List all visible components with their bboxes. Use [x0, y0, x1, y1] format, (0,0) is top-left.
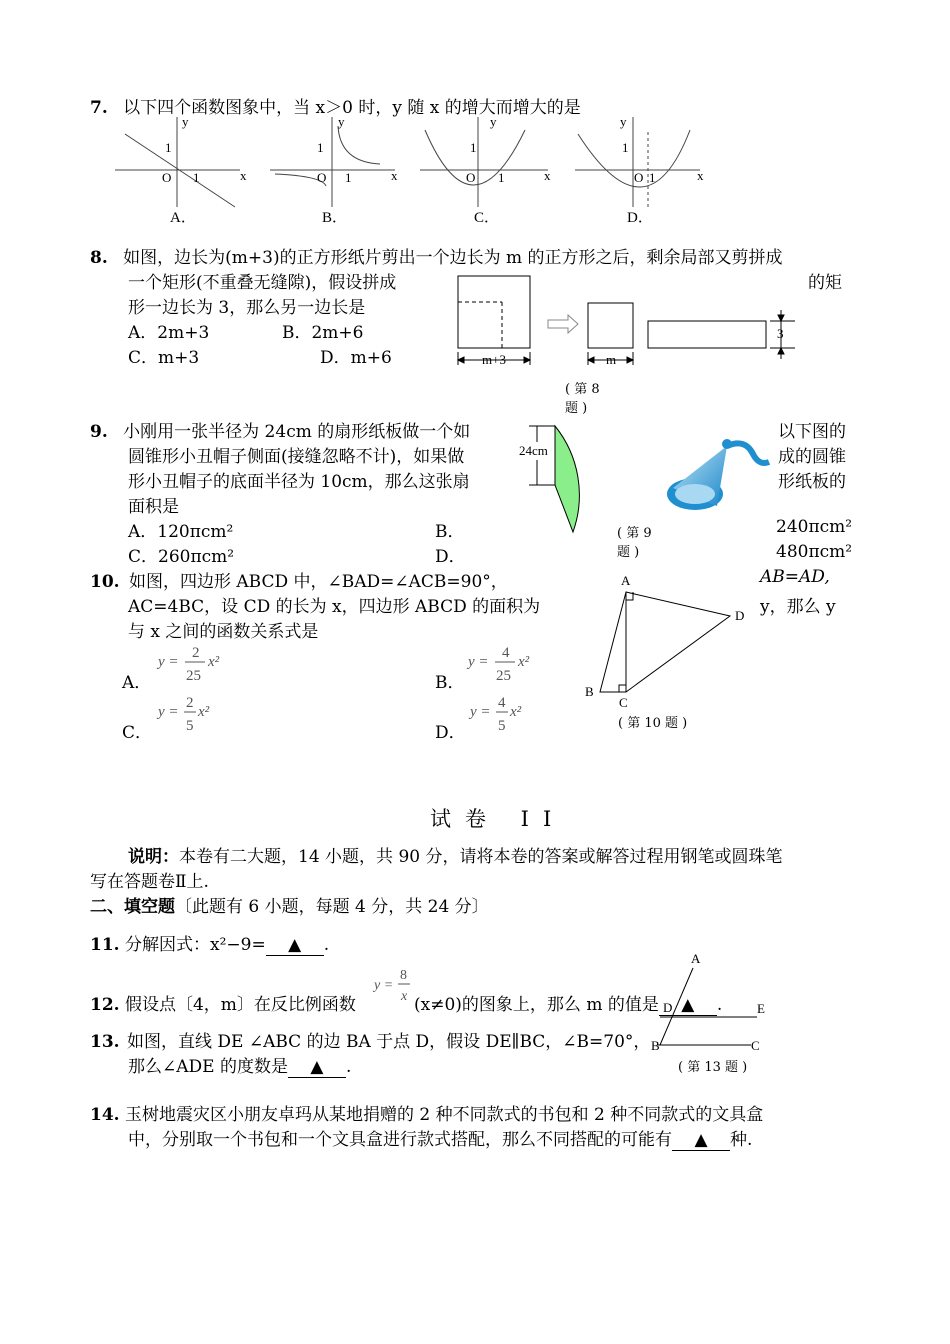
q7-graphs — [100, 112, 720, 232]
q8-line1 — [90, 243, 783, 268]
small-square — [588, 303, 633, 348]
q8-figure — [450, 270, 800, 375]
question-number: 10. — [90, 572, 120, 592]
graph-c — [420, 117, 548, 207]
q13-line1 — [90, 1027, 650, 1052]
q10-option-a[interactable]: A． — [122, 673, 152, 693]
q8-option-c[interactable]: C．m+3 — [128, 348, 200, 368]
q10-line3: 与 x 之间的函数关系式是 — [128, 622, 319, 642]
period: . — [716, 995, 723, 1015]
part2-note-line1 — [128, 842, 782, 867]
q13-line2 — [128, 1052, 351, 1078]
question-text: (x≠0)的图象上，那么 m 的值是 — [414, 995, 659, 1015]
label-origin: O — [466, 170, 476, 185]
q8-line3: 形一边长为 3，那么另一边长是 — [128, 298, 366, 318]
label-one: 1 — [498, 170, 505, 185]
label-one: 1 — [470, 140, 477, 155]
formula-num: 4 — [502, 645, 510, 661]
label-origin: O — [162, 170, 172, 185]
formula-x: x² — [208, 654, 220, 670]
label-y: y — [338, 114, 345, 129]
formula-c — [150, 690, 230, 734]
q10-line2: AC=4BC，设 CD 的长为 x，四边形 ABCD 的面积为 — [128, 597, 541, 617]
q14-line1 — [90, 1100, 763, 1125]
question-text: 如图，直线 DE ∠ABC 的边 BA 于点 D，假设 DE∥BC，∠B=70°， — [126, 1032, 651, 1052]
label-one: 1 — [622, 140, 629, 155]
point-a: A — [621, 573, 631, 588]
formula-num: 2 — [192, 645, 200, 661]
option-b[interactable]: B． — [322, 210, 348, 226]
formula-den: 25 — [496, 668, 511, 684]
formula-num: 4 — [498, 695, 506, 711]
formula-x: x² — [518, 654, 530, 670]
option-a[interactable]: A． — [170, 210, 196, 226]
q8-line2-tail: 的矩 — [808, 273, 842, 293]
label-y: y — [182, 114, 189, 129]
q8-caption-1: ( 第 8 — [565, 382, 600, 397]
label-y: y — [490, 114, 497, 129]
graph-a — [115, 117, 240, 207]
q10-line1 — [90, 567, 508, 592]
q9-option-a[interactable]: A．120πcm² — [128, 522, 234, 542]
q9-option-d[interactable]: D． — [435, 547, 466, 567]
q8-option-d[interactable]: D．m+6 — [320, 348, 392, 368]
formula-y: y = — [158, 704, 179, 720]
option-d[interactable]: D． — [627, 210, 653, 226]
question-text: 中，分别取一个书包和一个文具盒进行款式搭配，那么不同搭配的可能有 — [128, 1130, 672, 1150]
note-text: 本卷有二大题，14 小题，共 90 分，请将本卷的答案或解答过程用钢笔或圆珠笔 — [179, 847, 783, 867]
q8-line2: 一个矩形(不重叠无缝隙)，假设拼成 — [128, 273, 397, 293]
answer-blank[interactable]: ▲ — [672, 1130, 730, 1151]
arrow-icon — [548, 315, 578, 333]
point-a: A — [691, 951, 701, 966]
fraction-y: y = — [374, 978, 394, 993]
q13-caption: ( 第 13 题 ) — [678, 1060, 748, 1075]
question-text: 分解因式：x²−9= — [124, 935, 266, 955]
answer-blank[interactable]: ▲ — [288, 1057, 346, 1078]
formula-num: 2 — [186, 695, 194, 711]
label-y: y — [620, 114, 627, 129]
question-text: 玉树地震灾区小朋友卓玛从某地捐赠的 2 种不同款式的书包和 2 种不同款式的文具盒 — [124, 1105, 764, 1125]
point-b: B — [585, 684, 594, 699]
question-number: 8. — [90, 248, 108, 268]
label-x: x — [391, 168, 398, 183]
formula-den: 5 — [498, 718, 506, 734]
point-b: B — [651, 1038, 660, 1050]
part2-note-line2: 写在答题卷Ⅱ上. — [90, 872, 209, 892]
graph-b — [270, 117, 395, 207]
q8-caption-2: 题 ) — [565, 401, 588, 416]
label-origin: O — [634, 170, 644, 185]
label-one: 1 — [345, 170, 352, 185]
formula-a — [150, 640, 230, 684]
question-text: 如图，边长为(m+3)的正方形纸片剪出一个边长为 m 的正方形之后，剩余局部又剪拼成 — [123, 248, 783, 268]
section-note: 〔此题有 6 小题，每题 4 分，共 24 分〕 — [175, 897, 489, 917]
sector — [555, 426, 579, 532]
formula-den: 5 — [186, 718, 194, 734]
q10-line1-tail: AB=AD, — [760, 567, 830, 587]
fraction-num: 8 — [400, 968, 407, 983]
label-radius: 24cm — [519, 443, 548, 458]
q10-option-c[interactable]: C． — [122, 723, 153, 743]
q12 — [90, 990, 356, 1015]
option-c[interactable]: C． — [474, 210, 500, 226]
q9-cone-hat-image — [665, 436, 775, 516]
q9-caption-1: ( 第 9 — [617, 526, 652, 541]
section-title: 二、填空题 — [90, 897, 175, 917]
point-e: E — [757, 1001, 765, 1016]
answer-blank[interactable]: ▲ — [266, 935, 324, 956]
question-number: 12. — [90, 995, 120, 1015]
fraction-den: x — [401, 989, 408, 1004]
label-x: x — [697, 168, 704, 183]
q13-figure — [645, 950, 770, 1050]
section-heading — [90, 892, 489, 917]
question-number: 11. — [90, 935, 120, 955]
q11 — [90, 930, 329, 956]
question-text: 以下四个函数图象中，当 x＞0 时，y 随 x 的增大而增大的是 — [123, 98, 581, 118]
q10-line2-tail: y，那么 y — [760, 597, 836, 617]
question-number: 13. — [90, 1032, 120, 1052]
point-c: C — [751, 1038, 760, 1050]
label-origin: O — [317, 170, 327, 185]
q9-line1-tail: 以下图的 — [778, 422, 846, 442]
period: . — [345, 1057, 352, 1077]
period: . — [323, 935, 330, 955]
label-small: m — [606, 352, 617, 367]
q8-option-a[interactable]: A．2m+3 — [128, 323, 210, 343]
formula-d — [462, 690, 542, 734]
note-label: 说明： — [128, 847, 179, 867]
formula-y: y = — [468, 654, 489, 670]
q10-caption: ( 第 10 题 ) — [618, 716, 688, 731]
label-one: 1 — [165, 140, 172, 155]
label-x: x — [544, 168, 551, 183]
q14-line2 — [128, 1125, 752, 1151]
graph-d — [575, 117, 700, 207]
graph-labels — [162, 114, 704, 185]
label-x: x — [240, 168, 247, 183]
label-big: m+3 — [482, 352, 506, 367]
q10-option-d[interactable]: D． — [435, 723, 466, 743]
formula-b — [460, 640, 540, 684]
big-square — [458, 276, 530, 348]
q9-option-c[interactable]: C．260πcm² — [128, 547, 235, 567]
label-one: 1 — [649, 170, 656, 185]
point-d: D — [735, 608, 745, 623]
q9-line1 — [90, 417, 470, 442]
point-c: C — [619, 695, 628, 710]
rectangle — [648, 321, 766, 348]
q10-option-b[interactable]: B． — [435, 673, 465, 693]
quadrilateral — [600, 592, 730, 692]
question-text: 假设点〔4，m〕在反比例函数 — [124, 995, 356, 1015]
formula-x: x² — [510, 704, 522, 720]
formula-y: y = — [470, 704, 491, 720]
formula-x: x² — [198, 704, 210, 720]
q10-figure — [578, 570, 758, 710]
point-d: D — [663, 1000, 673, 1015]
answer-blank[interactable]: ▲ — [659, 995, 717, 1016]
q9-line2: 圆锥形小丑帽子侧面(接缝忽略不计)，如果做 — [128, 447, 465, 467]
formula-den: 25 — [186, 668, 201, 684]
unit-text: 种. — [730, 1130, 753, 1150]
q9-line2-tail: 成的圆锥 — [778, 447, 846, 467]
formula-y: y = — [158, 654, 179, 670]
label-rect: 3 — [777, 326, 784, 341]
q9-option-d-value: 480πcm² — [776, 542, 853, 562]
question-number: 14. — [90, 1105, 120, 1125]
q9-line3: 形小丑帽子的底面半径为 10cm，那么这张扇 — [128, 472, 470, 492]
q9-caption-2: 题 ) — [617, 545, 640, 560]
q9-option-b-value: 240πcm² — [776, 517, 853, 537]
q9-line4: 面积是 — [128, 497, 179, 517]
question-text: 如图，四边形 ABCD 中，∠BAD=∠ACB=90°， — [128, 572, 508, 592]
question-text: 那么∠ADE 的度数是 — [128, 1057, 288, 1077]
q9-sector-figure — [515, 420, 645, 538]
question-number: 7. — [90, 98, 108, 118]
question-number: 9. — [90, 422, 108, 442]
q8-option-b[interactable]: B．2m+6 — [282, 323, 364, 343]
q9-option-b[interactable]: B． — [435, 522, 465, 542]
question-text: 小刚用一张半径为 24cm 的扇形纸板做一个如 — [123, 422, 471, 442]
label-one: 1 — [317, 140, 324, 155]
part2-title: 试卷 II — [430, 807, 566, 831]
graph-option-labels — [170, 210, 653, 226]
label-one: 1 — [193, 170, 200, 185]
q9-line3-tail: 形纸板的 — [778, 472, 846, 492]
q12-fraction — [370, 962, 415, 1006]
